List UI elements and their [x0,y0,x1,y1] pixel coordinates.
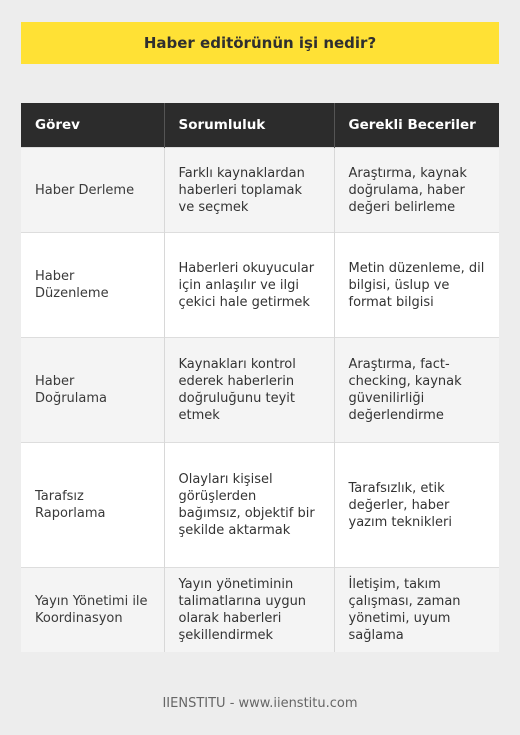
responsibility-cell: Kaynakları kontrol ederek haberlerin doğruluğunu teyit etmek [164,338,334,443]
column-header-task: Görev [21,103,164,148]
responsibility-cell: Olayları kişisel görüşlerden bağımsız, objektif bir şekilde aktarmak [164,443,334,568]
table-row [21,233,499,338]
responsibilities-table [21,103,499,652]
table-header-row [21,103,499,148]
table-row [21,338,499,443]
task-cell: Haber Derleme [21,148,164,233]
task-cell: Yayın Yönetimi ile Koordinasyon [21,568,164,653]
table-row [21,148,499,233]
column-header-responsibility: Sorumluluk [164,103,334,148]
skills-cell: Araştırma, fact-checking, kaynak güvenilirliği değerlendirme [334,338,499,443]
table-row [21,568,499,653]
skills-cell: Araştırma, kaynak doğrulama, haber değeri belirleme [334,148,499,233]
skills-cell: İletişim, takım çalışması, zaman yönetimi, uyum sağlama [334,568,499,653]
title-banner [21,22,499,64]
skills-cell: Metin düzenleme, dil bilgisi, üslup ve format bilgisi [334,233,499,338]
task-cell: Haber Doğrulama [21,338,164,443]
responsibility-cell: Yayın yönetiminin talimatlarına uygun olarak haberleri şekillendirmek [164,568,334,653]
responsibility-cell: Farklı kaynaklardan haberleri toplamak ve seçmek [164,148,334,233]
column-header-skills: Gerekli Beceriler [334,103,499,148]
task-cell: Haber Düzenleme [21,233,164,338]
table-row [21,443,499,568]
skills-cell: Tarafsızlık, etik değerler, haber yazım teknikleri [334,443,499,568]
task-cell: Tarafsız Raporlama [21,443,164,568]
responsibility-cell: Haberleri okuyucular için anlaşılır ve ilgi çekici hale getirmek [164,233,334,338]
footer-credit: IIENSTITU - www.iienstitu.com [162,696,358,711]
page-title: Haber editörünün işi nedir? [143,34,377,52]
